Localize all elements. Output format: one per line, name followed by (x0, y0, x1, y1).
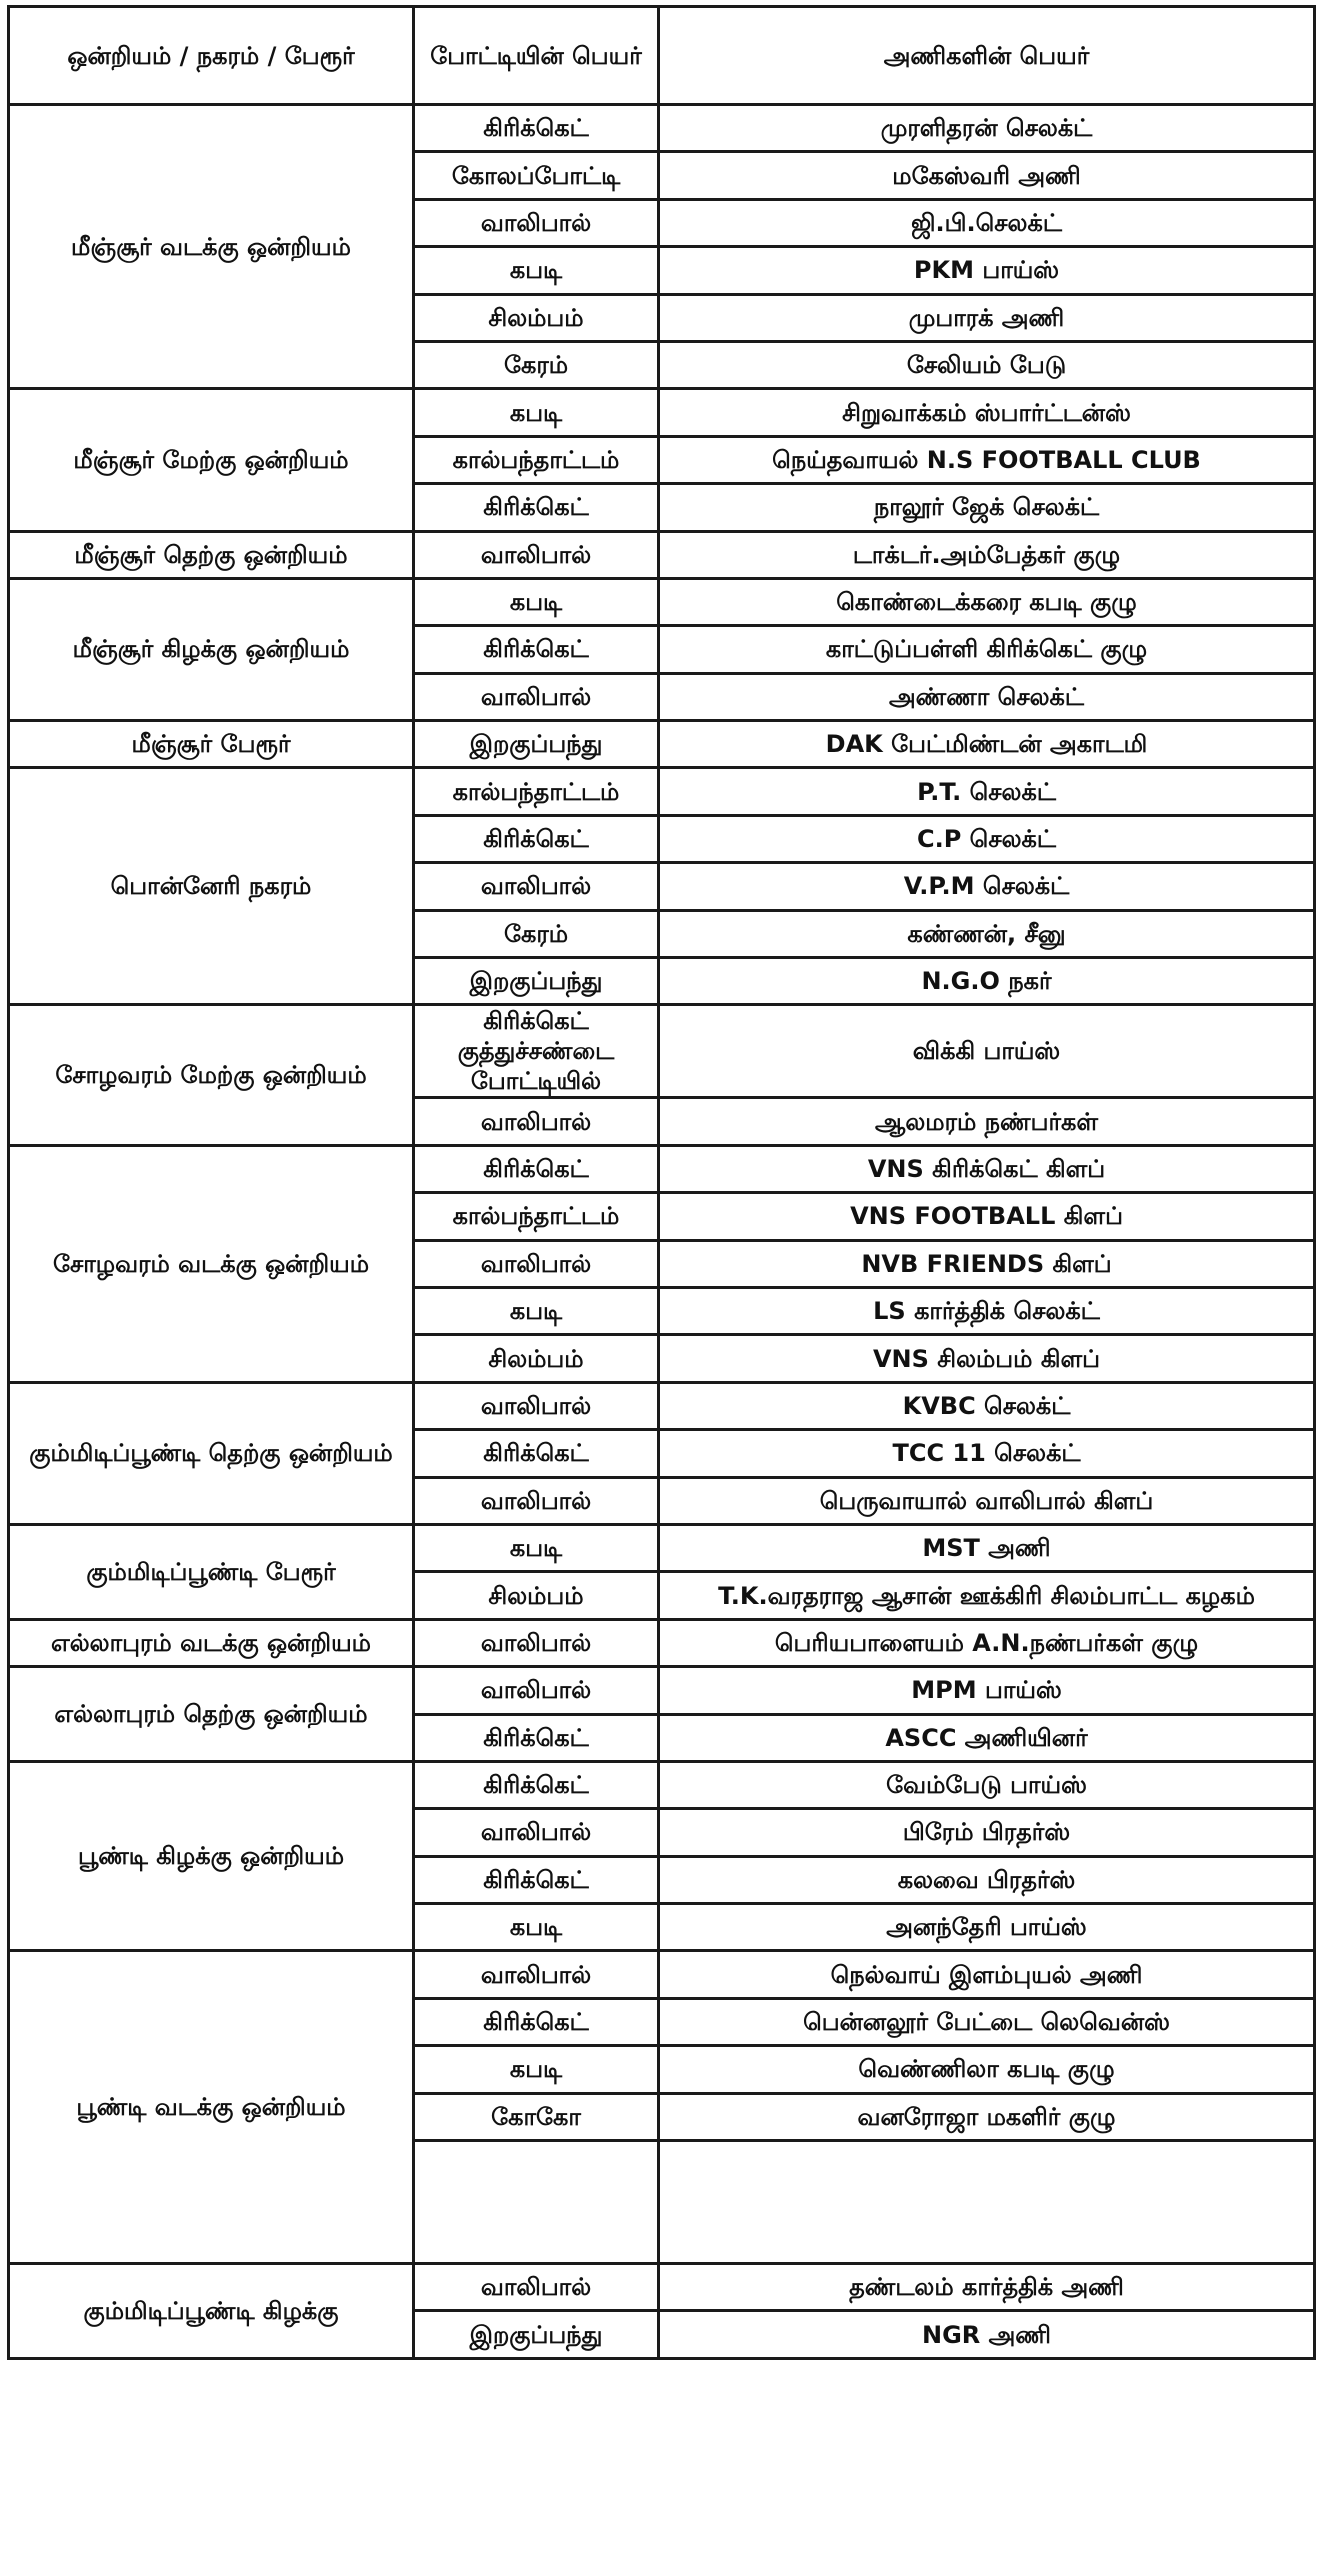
region-cell: கும்மிடிப்பூண்டி கிழக்கு (9, 2264, 414, 2359)
team-cell: அண்ணா செலக்ட் (659, 673, 1315, 720)
table-row (9, 1667, 1315, 1714)
competition-cell: வாலிபால் (414, 673, 659, 720)
region-cell: சோழவரம் வடக்கு ஒன்றியம் (9, 1145, 414, 1382)
competition-cell: கிரிக்கெட் குத்துச்சண்டை போட்டியில் (414, 1005, 659, 1098)
team-cell: கண்ணன், சீனு (659, 910, 1315, 957)
competition-cell: கால்பந்தாட்டம் (414, 436, 659, 483)
team-cell: PKM பாய்ஸ் (659, 247, 1315, 294)
competition-cell: கபடி (414, 1287, 659, 1334)
table-row (9, 768, 1315, 815)
results-body (9, 105, 1315, 2359)
table-row (9, 1951, 1315, 1998)
competition-column-header: போட்டியின் பெயர் (414, 7, 659, 105)
team-cell: பெருவாயால் வாலிபால் கிளப் (659, 1477, 1315, 1524)
region-cell: பூண்டி வடக்கு ஒன்றியம் (9, 1951, 414, 2264)
team-cell: நாலூர் ஜேக் செலக்ட் (659, 484, 1315, 531)
team-cell: ஆலமரம் நண்பர்கள் (659, 1098, 1315, 1145)
team-cell: VNS கிரிக்கெட் கிளப் (659, 1145, 1315, 1192)
competition-cell: கோகோ (414, 2093, 659, 2140)
table-row (9, 2264, 1315, 2311)
region-cell: மீஞ்சூர் கிழக்கு ஒன்றியம் (9, 578, 414, 720)
competition-cell: இறகுப்பந்து (414, 2311, 659, 2358)
team-cell: விக்கி பாய்ஸ் (659, 1005, 1315, 1098)
region-cell: எல்லாபுரம் வடக்கு ஒன்றியம் (9, 1619, 414, 1666)
team-cell: LS கார்த்திக் செலக்ட் (659, 1287, 1315, 1334)
competition-cell: கபடி (414, 389, 659, 436)
team-column-header: அணிகளின் பெயர் (659, 7, 1315, 105)
region-cell: மீஞ்சூர் பேரூர் (9, 721, 414, 768)
competition-cell: கபடி (414, 1904, 659, 1951)
team-cell: சேலியம் பேடு (659, 341, 1315, 388)
team-cell: N.G.O நகர் (659, 958, 1315, 1005)
competition-cell: கால்பந்தாட்டம் (414, 768, 659, 815)
team-cell: வேம்பேடு பாய்ஸ் (659, 1761, 1315, 1808)
competition-cell: இறகுப்பந்து (414, 721, 659, 768)
competition-cell: வாலிபால் (414, 1951, 659, 1998)
team-cell: அனந்தேரி பாய்ஸ் (659, 1904, 1315, 1951)
competition-cell: சிலம்பம் (414, 1335, 659, 1382)
competition-cell: வாலிபால் (414, 199, 659, 246)
competition-cell: சிலம்பம் (414, 1572, 659, 1619)
region-cell: மீஞ்சூர் மேற்கு ஒன்றியம் (9, 389, 414, 531)
table-row (9, 389, 1315, 436)
competition-cell: கிரிக்கெட் (414, 626, 659, 673)
region-cell: எல்லாபுரம் தெற்கு ஒன்றியம் (9, 1667, 414, 1762)
table-row (9, 1145, 1315, 1192)
table-row (9, 1005, 1315, 1098)
header-row (9, 7, 1315, 105)
team-cell: V.P.M செலக்ட் (659, 863, 1315, 910)
team-cell: NVB FRIENDS கிளப் (659, 1240, 1315, 1287)
team-cell: தண்டலம் கார்த்திக் அணி (659, 2264, 1315, 2311)
competition-cell: வாலிபால் (414, 1382, 659, 1429)
team-cell: காட்டுப்பள்ளி கிரிக்கெட் குழு (659, 626, 1315, 673)
team-cell: முபாரக் அணி (659, 294, 1315, 341)
table-row (9, 721, 1315, 768)
team-cell: பிரேம் பிரதர்ஸ் (659, 1809, 1315, 1856)
team-cell: VNS FOOTBALL கிளப் (659, 1193, 1315, 1240)
competition-cell: வாலிபால் (414, 531, 659, 578)
table-row (9, 1382, 1315, 1429)
team-cell: முரளிதரன் செலக்ட் (659, 105, 1315, 152)
team-cell: சிறுவாக்கம் ஸ்பார்ட்டன்ஸ் (659, 389, 1315, 436)
region-cell: மீஞ்சூர் தெற்கு ஒன்றியம் (9, 531, 414, 578)
team-cell: ஜி.பி.செலக்ட் (659, 199, 1315, 246)
competition-cell: வாலிபால் (414, 1098, 659, 1145)
team-cell: பென்னலூர் பேட்டை லெவென்ஸ் (659, 1998, 1315, 2045)
competition-cell: இறகுப்பந்து (414, 958, 659, 1005)
team-cell: VNS சிலம்பம் கிளப் (659, 1335, 1315, 1382)
region-cell: பூண்டி கிழக்கு ஒன்றியம் (9, 1761, 414, 1951)
region-column-header: ஒன்றியம் / நகரம் / பேரூர் (9, 7, 414, 105)
competition-cell: கிரிக்கெட் (414, 1856, 659, 1903)
competition-cell: கிரிக்கெட் (414, 1430, 659, 1477)
region-cell: கும்மிடிப்பூண்டி பேரூர் (9, 1524, 414, 1619)
competition-cell: கால்பந்தாட்டம் (414, 1193, 659, 1240)
competition-cell: கிரிக்கெட் (414, 1998, 659, 2045)
team-cell: கலவை பிரதர்ஸ் (659, 1856, 1315, 1903)
team-cell: நெய்தவாயல் N.S FOOTBALL CLUB (659, 436, 1315, 483)
competition-cell: வாலிபால் (414, 863, 659, 910)
table-row (9, 531, 1315, 578)
competition-cell: கேரம் (414, 341, 659, 388)
region-cell: பொன்னேரி நகரம் (9, 768, 414, 1005)
team-cell: KVBC செலக்ட் (659, 1382, 1315, 1429)
competition-cell: வாலிபால் (414, 1619, 659, 1666)
competition-cell: கபடி (414, 247, 659, 294)
team-cell: மகேஸ்வரி அணி (659, 152, 1315, 199)
team-cell: கொண்டைக்கரை கபடி குழு (659, 578, 1315, 625)
competition-cell: கிரிக்கெட் (414, 815, 659, 862)
competition-cell: கபடி (414, 2046, 659, 2093)
team-cell (659, 2141, 1315, 2264)
competition-cell: கிரிக்கெட் (414, 484, 659, 531)
team-cell: DAK பேட்மிண்டன் அகாடமி (659, 721, 1315, 768)
competition-cell: வாலிபால் (414, 1667, 659, 1714)
team-cell: NGR அணி (659, 2311, 1315, 2358)
results-table (7, 5, 1316, 2360)
team-cell: வெண்ணிலா கபடி குழு (659, 2046, 1315, 2093)
team-cell: வனரோஜா மகளிர் குழு (659, 2093, 1315, 2140)
region-cell: சோழவரம் மேற்கு ஒன்றியம் (9, 1005, 414, 1145)
competition-cell: கேரம் (414, 910, 659, 957)
competition-cell: கபடி (414, 1524, 659, 1571)
table-row (9, 1619, 1315, 1666)
team-cell: P.T. செலக்ட் (659, 768, 1315, 815)
table-row (9, 578, 1315, 625)
team-cell: T.K.வரதராஜ ஆசான் ஊக்கிரி சிலம்பாட்ட கழகம் (659, 1572, 1315, 1619)
table-row (9, 105, 1315, 152)
competition-cell: வாலிபால் (414, 1477, 659, 1524)
team-cell: TCC 11 செலக்ட் (659, 1430, 1315, 1477)
region-cell: கும்மிடிப்பூண்டி தெற்கு ஒன்றியம் (9, 1382, 414, 1524)
competition-cell: கிரிக்கெட் (414, 105, 659, 152)
competition-cell: கிரிக்கெட் (414, 1714, 659, 1761)
team-cell: MPM பாய்ஸ் (659, 1667, 1315, 1714)
competition-cell: கிரிக்கெட் (414, 1145, 659, 1192)
table-row (9, 1524, 1315, 1571)
competition-cell: கோலப்போட்டி (414, 152, 659, 199)
competition-cell: கபடி (414, 578, 659, 625)
team-cell: நெல்வாய் இளம்புயல் அணி (659, 1951, 1315, 1998)
team-cell: ASCC அணியினர் (659, 1714, 1315, 1761)
competition-cell: வாலிபால் (414, 2264, 659, 2311)
competition-cell: வாலிபால் (414, 1809, 659, 1856)
team-cell: பெரியபாளையம் A.N.நண்பர்கள் குழு (659, 1619, 1315, 1666)
competition-cell (414, 2141, 659, 2264)
competition-cell: சிலம்பம் (414, 294, 659, 341)
competition-cell: கிரிக்கெட் (414, 1761, 659, 1808)
competition-cell: வாலிபால் (414, 1240, 659, 1287)
team-cell: MST அணி (659, 1524, 1315, 1571)
team-cell: டாக்டர்.அம்பேத்கர் குழு (659, 531, 1315, 578)
region-cell: மீஞ்சூர் வடக்கு ஒன்றியம் (9, 105, 414, 389)
team-cell: C.P செலக்ட் (659, 815, 1315, 862)
table-row (9, 1761, 1315, 1808)
